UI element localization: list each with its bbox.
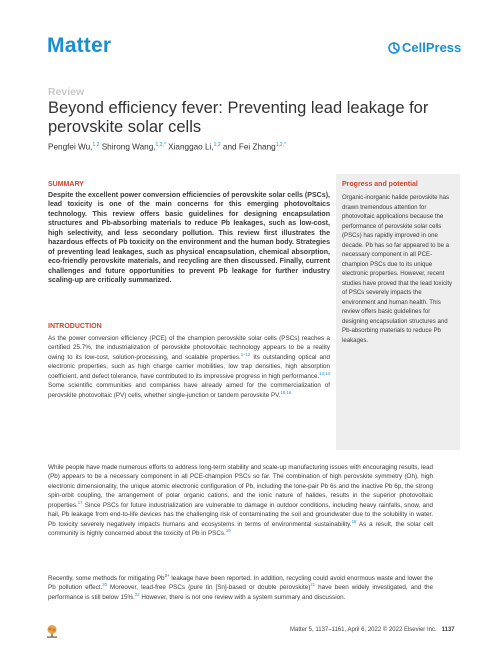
journal-title: Matter — [47, 34, 112, 57]
charge-superscript: 2+ — [164, 572, 170, 578]
elsevier-tree-icon — [46, 624, 58, 638]
introduction-heading: INTRODUCTION — [48, 323, 102, 330]
citation-reference[interactable]: 19 — [225, 528, 231, 534]
author-list — [48, 142, 286, 152]
citation-text: Matter 5, 1137–1161, April 6, 2022 © 2022 Elsevier Inc. — [290, 627, 437, 633]
intro-paragraph-2: While people have made numerous efforts to address long-term stability and scale-up manufacturing issues with encouraging results, lead (Pb) appears to be a necessary component in all PCE-champion PSCs so far. The combination of high perovskite symmetry (Oh), high electronic dimensionality, the unique atomic electronic configuration of Pb, including the lone-pair Pb 6s and the inactive Pb 6p, the strong spin-orbit coupling, the arrangement of polar organic cations, and the ionic nature of halides, results in the superior photovoltaic properties.$^{17}$ Since PSCs for future industrialization are vulnerable to damage in outdoor conditions, including heavy rainfalls, snow, and hail, Pb leakage from end-to-life devices has the challenging risk of contaminating the soil and groundwater due to the solubility in water. Pb toxicity severely negatively impacts humans and ecosystems in terms of environmental sustainability.$^{18}$ As a result, the solar cell community is highly concerned about the toxicity of Pb in PSCs.$^{19}$ — [48, 464, 434, 538]
citation-reference[interactable]: 22 — [134, 591, 140, 597]
author-name: Xianggao Li, — [168, 142, 214, 152]
summary-text: Despite the excellent power conversion efficiencies of perovskite solar cells (PSCs), lead toxicity is one of the main concerns for this emerging photovoltaics technology. This review offers basic guidelines for designing encapsulation structures and Pb-absorbing materials to reduce Pb leakages, such as low-cost, high selectivity, and less secondary pollution. This review first illustrates the hazardous effects of Pb toxicity on the environment and the human body. Strategies of preventing lead leakages, such as physical encapsulation, chemical absorption, eco-friendly perovskite materials, and recycling are then discussed. Finally, current challenges and future opportunities to prevent Pb leakage for further industry scaling-up are critically summarized. — [48, 192, 330, 285]
author-name: and Fei Zhang — [222, 142, 276, 152]
summary-heading: SUMMARY — [48, 181, 84, 188]
footer-citation — [290, 627, 455, 633]
intro-paragraph-3: Recently, some methods for mitigating $Pb^{2+}$ leakage have been reported. In addition, recycling could avoid enormous waste and lower the Pb pollution effect.$^{20}$ Moreover, lead-free PSCs (pure tin [Sn]-based or double perovskite)$^{21}$ have been widely investigated, and the performance is still below 15%.$^{22}$ However, there is not one review with a system summary and discussion. — [48, 572, 434, 601]
author-affiliation[interactable]: 1,2 — [213, 142, 221, 148]
citation-reference[interactable]: 18 — [351, 518, 357, 524]
citation-reference[interactable]: 17 — [77, 499, 83, 505]
citation-reference[interactable]: 15,16 — [280, 389, 292, 395]
publisher-name: CellPress — [402, 40, 462, 55]
citation-reference[interactable]: 20 — [102, 582, 108, 588]
page-number: 1137 — [441, 627, 455, 633]
sidebar-text: Organic-inorganic halide perovskite has drawn tremendous attention for photovoltaic applications because the performance of perovskite solar cells (PSCs) has rapidly improved in one decade. Pb has so far appeared to be a necessary component in all PCE-champion PSCs due to its unique electronic properties. However, recent studies have proved that the lead toxicity of PSCs severely impacts the environment and human health. This review offers basic guidelines for designing encapsulation structures and Pb-absorbing materials to reduce Pb leakages. — [342, 194, 453, 344]
author-affiliation[interactable]: 1,2,* — [155, 142, 166, 148]
publisher-logo[interactable] — [388, 40, 461, 55]
citation-reference[interactable]: 21 — [310, 582, 316, 588]
author-affiliation[interactable]: 1,2,* — [275, 142, 286, 148]
cellpress-logo-icon — [388, 42, 400, 54]
citation-reference[interactable]: 13,14 — [319, 370, 330, 376]
author-name: Pengfei Wu, — [48, 142, 93, 152]
intro-paragraph-1: As the power conversion efficiency (PCE) of the champion perovskite solar cells (PSCs) reaches a certified 25.7%, the industrialization of perovskite photovoltaic technology appears to be a reality owing to its low-cost, solution-processing, and scalable properties.$^{1-12}$ Its outstanding optical and electronic properties, such as high charge carrier mobilities, low trap densities, high absorption coefficient, and defect tolerance, have contributed to its impressive progress in high performance.$^{13,14}$ Some scientific communities and companies have already aimed for the commercialization of perovskite photovoltaic (PV) cells, whether single-junction or tandem perovskite PV.$^{15,16}$ — [48, 335, 330, 399]
article-title: Beyond efficiency fever: Preventing lead leakage for perovskite solar cells — [48, 99, 429, 136]
sidebar-heading: Progress and potential — [342, 181, 418, 188]
citation-reference[interactable]: 1–12 — [240, 351, 251, 357]
author-affiliation[interactable]: 1,2 — [92, 142, 100, 148]
author-name: Shirong Wang, — [101, 142, 156, 152]
article-type: Review — [48, 86, 85, 98]
